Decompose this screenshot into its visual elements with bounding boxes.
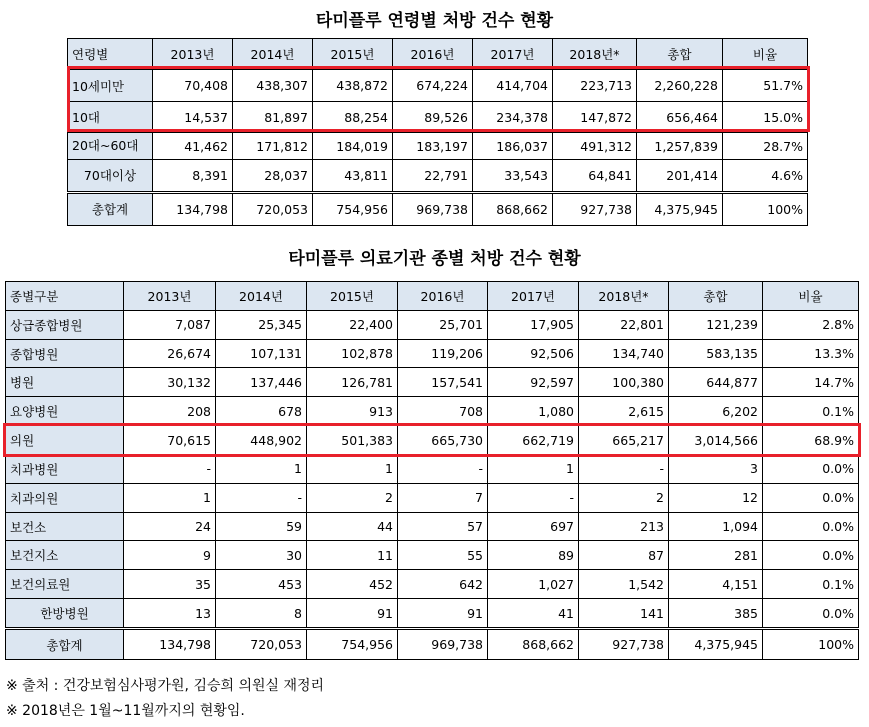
institution-table-value-cell: 642 — [398, 570, 488, 599]
age-table-value-cell: 2,260,228 — [637, 70, 723, 101]
institution-table-value-cell: 57 — [398, 512, 488, 541]
institution-table-value-cell: 2,615 — [579, 397, 669, 426]
institution-table-value-cell: 868,662 — [488, 629, 579, 660]
institution-table-value-cell: 100,380 — [579, 368, 669, 397]
institution-table-value-cell: 157,541 — [398, 368, 488, 397]
institution-table-value-cell: 0.1% — [763, 570, 859, 599]
institution-table-row — [6, 512, 859, 541]
institution-table-value-cell: 55 — [398, 541, 488, 570]
institution-prescription-table — [5, 281, 859, 660]
age-table-row — [68, 133, 808, 159]
institution-table-row — [6, 541, 859, 570]
institution-table-value-cell: 70,615 — [124, 426, 216, 455]
institution-table-row — [6, 397, 859, 426]
institution-table-row — [6, 339, 859, 368]
age-table-value-cell: 184,019 — [313, 133, 393, 159]
age-table-value-cell: 868,662 — [473, 192, 553, 225]
age-table-value-cell: 491,312 — [553, 133, 637, 159]
institution-table-row — [6, 426, 859, 455]
institution-table-value-cell: 583,135 — [669, 339, 763, 368]
institution-table-value-cell: 453 — [216, 570, 307, 599]
institution-table-value-cell: 1,542 — [579, 570, 669, 599]
institution-table-value-cell: 59 — [216, 512, 307, 541]
age-table-value-cell: 183,197 — [393, 133, 473, 159]
institution-table-value-cell: 14.7% — [763, 368, 859, 397]
age-table-header-cell: 2018년* — [553, 39, 637, 70]
institution-table-value-cell: 137,446 — [216, 368, 307, 397]
institution-table-value-cell: 25,701 — [398, 310, 488, 339]
age-table-value-cell: 64,841 — [553, 159, 637, 192]
age-table-row — [68, 192, 808, 225]
institution-table-header-row — [6, 282, 859, 311]
age-table-value-cell: 89,526 — [393, 101, 473, 132]
age-table-value-cell: 656,464 — [637, 101, 723, 132]
institution-table-value-cell: 1,027 — [488, 570, 579, 599]
age-table-row — [68, 101, 808, 132]
institution-table-value-cell: 0.0% — [763, 483, 859, 512]
institution-table-value-cell: 4,151 — [669, 570, 763, 599]
institution-table-value-cell: 17,905 — [488, 310, 579, 339]
institution-table-value-cell: 3 — [669, 454, 763, 483]
institution-table-value-cell: - — [398, 454, 488, 483]
institution-table-value-cell: - — [579, 454, 669, 483]
age-table-value-cell: 28.7% — [723, 133, 808, 159]
age-table-row-label: 20대~60대 — [68, 133, 153, 159]
institution-table-value-cell: 92,597 — [488, 368, 579, 397]
institution-table-row — [6, 454, 859, 483]
institution-table-row-label: 총합계 — [6, 629, 124, 660]
institution-table-row — [6, 570, 859, 599]
institution-table-value-cell: 25,345 — [216, 310, 307, 339]
institution-table-value-cell: 7,087 — [124, 310, 216, 339]
age-table-row-label: 10세미만 — [68, 70, 153, 101]
institution-table-header-cell: 2017년 — [488, 282, 579, 311]
institution-table-value-cell: 1 — [124, 483, 216, 512]
age-table-header-cell: 2015년 — [313, 39, 393, 70]
age-table-row — [68, 159, 808, 192]
institution-table-value-cell: 24 — [124, 512, 216, 541]
institution-table-value-cell: 107,131 — [216, 339, 307, 368]
institution-table-value-cell: 100% — [763, 629, 859, 660]
age-table-value-cell: 70,408 — [153, 70, 233, 101]
institution-table-header-cell: 2018년* — [579, 282, 669, 311]
institution-table-value-cell: 11 — [307, 541, 398, 570]
age-table-value-cell: 438,872 — [313, 70, 393, 101]
institution-table-value-cell: 30 — [216, 541, 307, 570]
institution-table-row-label: 종합병원 — [6, 339, 124, 368]
institution-table-value-cell: 3,014,566 — [669, 426, 763, 455]
institution-table-value-cell: 92,506 — [488, 339, 579, 368]
age-table-header-cell: 2016년 — [393, 39, 473, 70]
institution-table-row-label: 의원 — [6, 426, 124, 455]
institution-table-value-cell: 13.3% — [763, 339, 859, 368]
age-table-value-cell: 134,798 — [153, 192, 233, 225]
institution-table-value-cell: 26,674 — [124, 339, 216, 368]
age-table-header-cell: 비율 — [723, 39, 808, 70]
age-table-value-cell: 223,713 — [553, 70, 637, 101]
institution-table-row-label: 상급종합병원 — [6, 310, 124, 339]
institution-table-value-cell: 41 — [488, 599, 579, 629]
institution-table-value-cell: 448,902 — [216, 426, 307, 455]
institution-table-row — [6, 483, 859, 512]
institution-table-value-cell: 35 — [124, 570, 216, 599]
institution-table-row-label: 치과병원 — [6, 454, 124, 483]
institution-table-value-cell: 665,730 — [398, 426, 488, 455]
age-table-value-cell: 147,872 — [553, 101, 637, 132]
institution-table-value-cell: 9 — [124, 541, 216, 570]
institution-table-header-cell: 2013년 — [124, 282, 216, 311]
institution-table-value-cell: 0.0% — [763, 599, 859, 629]
age-table-value-cell: 754,956 — [313, 192, 393, 225]
age-table-value-cell: 28,037 — [233, 159, 313, 192]
age-table-row-label: 총합계 — [68, 192, 153, 225]
age-table-value-cell: 33,543 — [473, 159, 553, 192]
age-table-value-cell: 4,375,945 — [637, 192, 723, 225]
institution-table-value-cell: 134,740 — [579, 339, 669, 368]
institution-table-value-cell: 68.9% — [763, 426, 859, 455]
institution-table-value-cell: 662,719 — [488, 426, 579, 455]
institution-table-value-cell: - — [216, 483, 307, 512]
age-table-value-cell: 201,414 — [637, 159, 723, 192]
age-table-value-cell: 969,738 — [393, 192, 473, 225]
institution-table-value-cell: 913 — [307, 397, 398, 426]
institution-table-row-label: 병원 — [6, 368, 124, 397]
age-table-header-cell: 2014년 — [233, 39, 313, 70]
institution-table-value-cell: 1,094 — [669, 512, 763, 541]
age-table-value-cell: 81,897 — [233, 101, 313, 132]
institution-table-value-cell: 754,956 — [307, 629, 398, 660]
age-table-value-cell: 186,037 — [473, 133, 553, 159]
age-table-value-cell: 1,257,839 — [637, 133, 723, 159]
age-table-header-cell: 2013년 — [153, 39, 233, 70]
age-table-value-cell: 8,391 — [153, 159, 233, 192]
institution-table-value-cell: - — [488, 483, 579, 512]
institution-table-value-cell: 119,206 — [398, 339, 488, 368]
institution-table-header-cell: 총합 — [669, 282, 763, 311]
institution-table-value-cell: 1 — [216, 454, 307, 483]
institution-table-value-cell: 91 — [398, 599, 488, 629]
institution-table-row-label: 치과의원 — [6, 483, 124, 512]
institution-table-header-cell: 종별구분 — [6, 282, 124, 311]
institution-table-value-cell: 2.8% — [763, 310, 859, 339]
age-table-value-cell: 720,053 — [233, 192, 313, 225]
source-note: ※ 출처 : 건강보험심사평가원, 김승희 의원실 재정리 — [6, 678, 325, 694]
institution-table-value-cell: 208 — [124, 397, 216, 426]
age-table-row — [68, 70, 808, 101]
institution-table-value-cell: 452 — [307, 570, 398, 599]
institution-table-row — [6, 310, 859, 339]
institution-table-value-cell: 2 — [579, 483, 669, 512]
institution-table-value-cell: 134,798 — [124, 629, 216, 660]
institution-table-value-cell: 720,053 — [216, 629, 307, 660]
age-table-value-cell: 41,462 — [153, 133, 233, 159]
age-table-value-cell: 4.6% — [723, 159, 808, 192]
institution-table-row-label: 보건의료원 — [6, 570, 124, 599]
institution-table-value-cell: 13 — [124, 599, 216, 629]
institution-table-row — [6, 599, 859, 629]
institution-table-value-cell: 141 — [579, 599, 669, 629]
institution-table-value-cell: 89 — [488, 541, 579, 570]
institution-table-value-cell: 22,400 — [307, 310, 398, 339]
institution-table-value-cell: 2 — [307, 483, 398, 512]
age-table-header-cell: 2017년 — [473, 39, 553, 70]
institution-table-value-cell: 91 — [307, 599, 398, 629]
institution-table-value-cell: 697 — [488, 512, 579, 541]
age-table-value-cell: 14,537 — [153, 101, 233, 132]
institution-table-value-cell: 7 — [398, 483, 488, 512]
institution-table-value-cell: 1,080 — [488, 397, 579, 426]
institution-table-value-cell: 969,738 — [398, 629, 488, 660]
age-table-value-cell: 43,811 — [313, 159, 393, 192]
age-table-value-cell: 674,224 — [393, 70, 473, 101]
institution-table-value-cell: 281 — [669, 541, 763, 570]
institution-table-value-cell: 87 — [579, 541, 669, 570]
institution-table-value-cell: 30,132 — [124, 368, 216, 397]
age-table-value-cell: 234,378 — [473, 101, 553, 132]
institution-table-row — [6, 629, 859, 660]
age-table-header-cell: 총합 — [637, 39, 723, 70]
institution-table-value-cell: 4,375,945 — [669, 629, 763, 660]
institution-table-header-cell: 2016년 — [398, 282, 488, 311]
institution-table-value-cell: 385 — [669, 599, 763, 629]
institution-table-value-cell: 708 — [398, 397, 488, 426]
institution-table-value-cell: - — [124, 454, 216, 483]
institution-table-value-cell: 644,877 — [669, 368, 763, 397]
institution-table-row-label: 요양병원 — [6, 397, 124, 426]
institution-table-value-cell: 927,738 — [579, 629, 669, 660]
institution-table-row — [6, 368, 859, 397]
age-table-row-label: 10대 — [68, 101, 153, 132]
age-table-title: 타미플루 연령별 처방 건수 현황 — [315, 11, 554, 31]
age-table-value-cell: 414,704 — [473, 70, 553, 101]
age-table-value-cell: 927,738 — [553, 192, 637, 225]
age-table-value-cell: 100% — [723, 192, 808, 225]
institution-table-value-cell: 0.0% — [763, 512, 859, 541]
institution-table-value-cell: 1 — [307, 454, 398, 483]
age-prescription-table — [67, 38, 808, 226]
period-note: ※ 2018년은 1월~11월까지의 현황임. — [6, 703, 245, 719]
institution-table-value-cell: 44 — [307, 512, 398, 541]
institution-table-value-cell: 0.0% — [763, 541, 859, 570]
institution-table-title: 타미플루 의료기관 종별 처방 건수 현황 — [288, 249, 581, 269]
age-table-value-cell: 22,791 — [393, 159, 473, 192]
institution-table-row-label: 한방병원 — [6, 599, 124, 629]
age-table-row-label: 70대이상 — [68, 159, 153, 192]
institution-table-header-cell: 2015년 — [307, 282, 398, 311]
institution-table-header-cell: 2014년 — [216, 282, 307, 311]
age-table-value-cell: 88,254 — [313, 101, 393, 132]
institution-table-header-cell: 비율 — [763, 282, 859, 311]
institution-table-value-cell: 213 — [579, 512, 669, 541]
institution-table-row-label: 보건소 — [6, 512, 124, 541]
institution-table-row-label: 보건지소 — [6, 541, 124, 570]
institution-table-value-cell: 678 — [216, 397, 307, 426]
institution-table-value-cell: 1 — [488, 454, 579, 483]
institution-table-value-cell: 665,217 — [579, 426, 669, 455]
institution-table-value-cell: 121,239 — [669, 310, 763, 339]
age-table-value-cell: 171,812 — [233, 133, 313, 159]
institution-table-value-cell: 0.1% — [763, 397, 859, 426]
institution-table-value-cell: 8 — [216, 599, 307, 629]
age-table-value-cell: 438,307 — [233, 70, 313, 101]
age-table-header-cell: 연령별 — [68, 39, 153, 70]
institution-table-value-cell: 6,202 — [669, 397, 763, 426]
age-table-value-cell: 15.0% — [723, 101, 808, 132]
age-table-value-cell: 51.7% — [723, 70, 808, 101]
age-table-header-row — [68, 39, 808, 70]
institution-table-value-cell: 12 — [669, 483, 763, 512]
institution-table-value-cell: 0.0% — [763, 454, 859, 483]
institution-table-value-cell: 102,878 — [307, 339, 398, 368]
institution-table-value-cell: 501,383 — [307, 426, 398, 455]
institution-table-value-cell: 126,781 — [307, 368, 398, 397]
institution-table-value-cell: 22,801 — [579, 310, 669, 339]
